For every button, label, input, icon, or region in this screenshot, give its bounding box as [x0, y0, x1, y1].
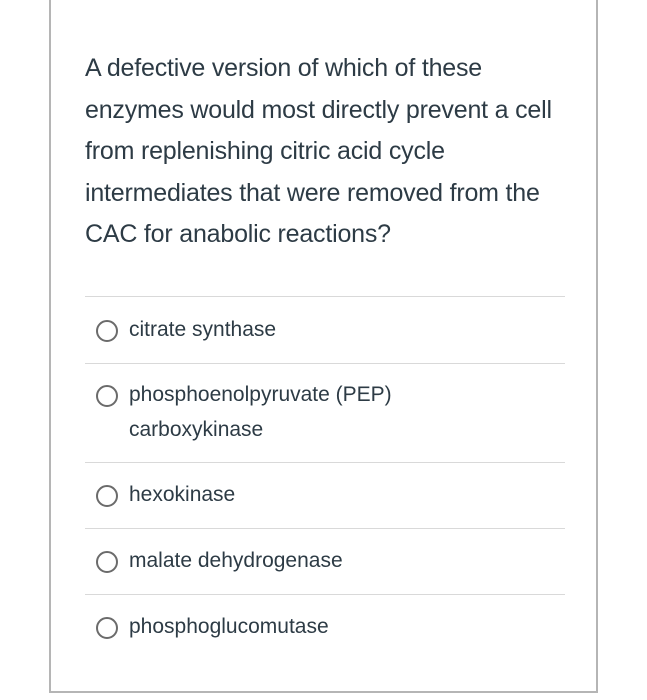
- answer-label: citrate synthase: [129, 318, 277, 341]
- radio-button[interactable]: [96, 485, 118, 507]
- radio-button[interactable]: [96, 617, 118, 639]
- answer-option-citrate-synthase[interactable]: [85, 296, 565, 363]
- question-text: A defective version of which of these enzymes would most directly prevent a cell from replenishing citric acid cycle intermediates that were removed from the CAC for anabolic reactions?: [85, 54, 552, 248]
- answer-option-hexokinase[interactable]: [85, 462, 565, 528]
- radio-button[interactable]: [96, 551, 118, 573]
- answer-option-phosphoglucomutase[interactable]: [85, 594, 565, 664]
- answer-label: malate dehydrogenase: [129, 549, 343, 572]
- radio-button[interactable]: [96, 385, 118, 407]
- answer-label: phosphoenolpyruvate (PEP) carboxykinase: [129, 383, 392, 441]
- answer-list: [85, 296, 565, 664]
- question-card: [49, 0, 598, 693]
- radio-button[interactable]: [96, 320, 118, 342]
- answer-option-pep-carboxykinase[interactable]: [85, 363, 565, 462]
- answer-label: phosphoglucomutase: [129, 615, 329, 638]
- answer-option-malate-dehydrogenase[interactable]: [85, 528, 565, 594]
- answer-label: hexokinase: [129, 483, 236, 506]
